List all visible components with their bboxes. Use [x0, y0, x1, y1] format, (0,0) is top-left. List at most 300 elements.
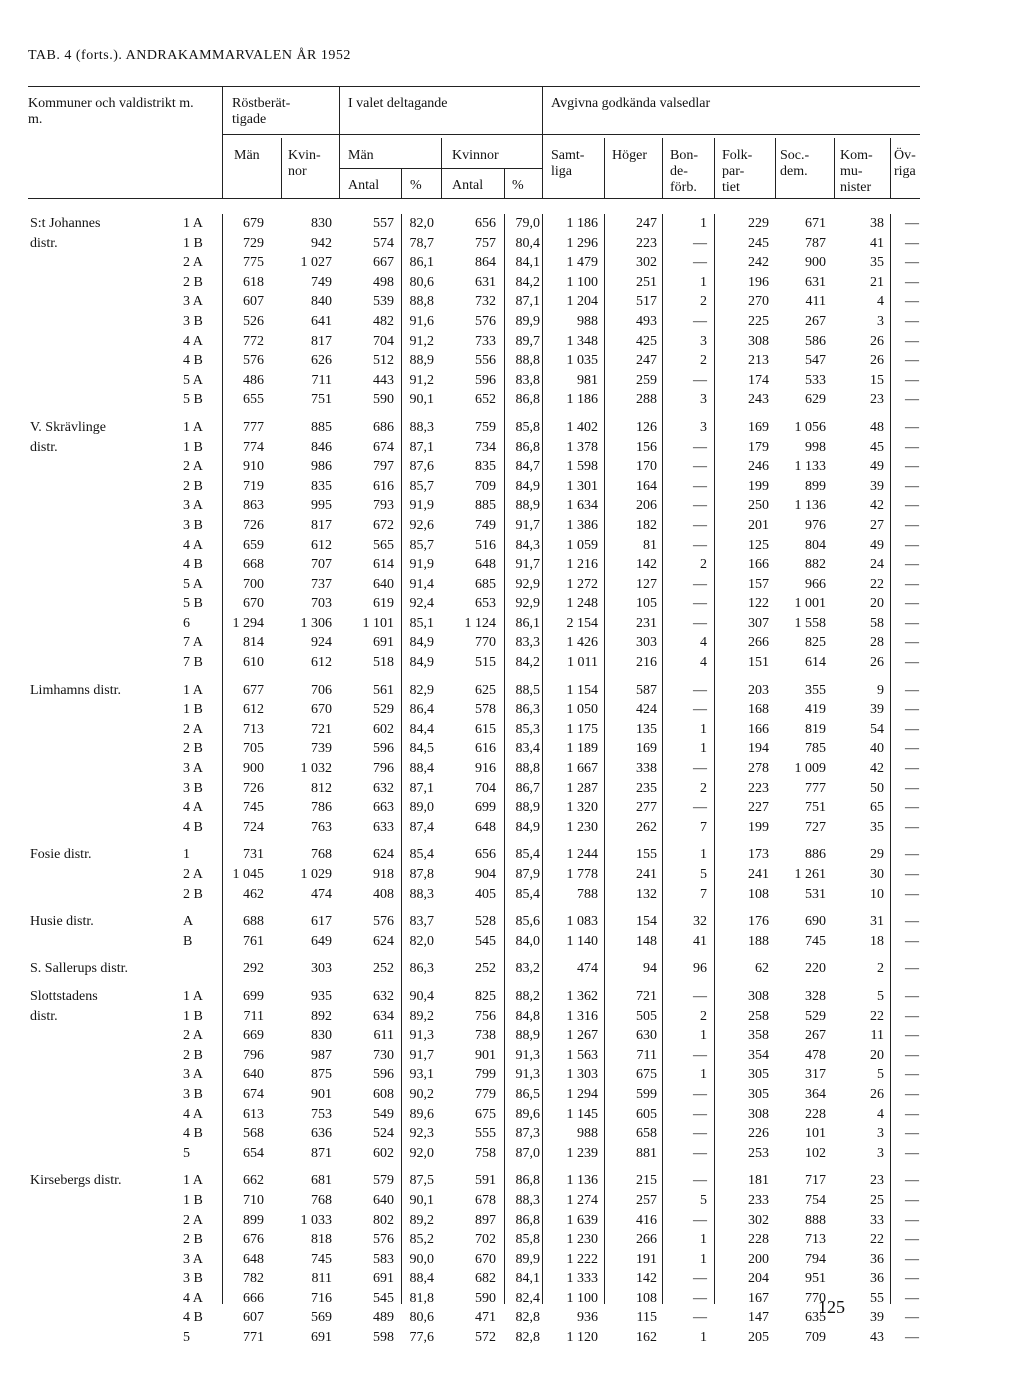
- cell-kvinnor-pct: 82,4: [515, 1290, 540, 1306]
- cell-man-antal: 797: [373, 459, 394, 475]
- cell-man-antal: 252: [373, 961, 394, 977]
- cell-bondeforb: 1: [700, 274, 707, 290]
- cell-man-rostberattigade: 640: [243, 1067, 264, 1083]
- page-number: 125: [818, 1297, 845, 1317]
- cell-kvinnor-pct: 80,4: [515, 235, 540, 251]
- cell-hoger: 288: [636, 392, 657, 408]
- antal-pct-rule-2: [504, 168, 505, 198]
- cell-man-pct: 87,6: [409, 459, 434, 475]
- cell-hoger: 587: [636, 682, 657, 698]
- cell-man-antal: 616: [373, 478, 394, 494]
- cell-kvinnor-pct: 86,8: [515, 439, 540, 455]
- cell-kvinnor-antal: 734: [475, 439, 496, 455]
- cell-sub-district: 3 B: [183, 1086, 203, 1102]
- cell-hoger: 247: [636, 216, 657, 231]
- cell-man-rostberattigade: 607: [243, 294, 264, 310]
- cell-man-pct: 88,8: [409, 294, 434, 310]
- cell-socdem: 228: [805, 1106, 826, 1122]
- cell-man-antal: 590: [373, 392, 394, 408]
- cell-kvinnor-antal: 471: [475, 1310, 496, 1326]
- cell-kvinnor-antal: 758: [475, 1145, 496, 1161]
- cell-samtliga: 1 230: [566, 819, 598, 835]
- cell-socdem: 1 056: [794, 419, 826, 435]
- cell-kvinnor-pct: 86,8: [515, 392, 540, 408]
- cell-kvinnor-antal: 653: [475, 596, 496, 612]
- cell-kommunister: 38: [870, 216, 884, 231]
- cell-kvinnor-pct: 88,9: [515, 800, 540, 816]
- cell-sub-district: 3 A: [183, 1251, 203, 1267]
- cell-bondeforb: 5: [700, 1192, 707, 1208]
- cell-kvinnor-pct: 91,7: [515, 557, 540, 573]
- cell-samtliga: 1 050: [566, 702, 598, 718]
- cell-bondeforb: —: [693, 1047, 707, 1063]
- cell-man-rostberattigade: 724: [243, 819, 264, 835]
- cell-ovriga: —: [905, 313, 919, 329]
- cell-sub-district: 4 B: [183, 1310, 203, 1326]
- cell-man-rostberattigade: 699: [243, 988, 264, 1004]
- cell-kommunister: 27: [870, 517, 884, 533]
- cell-socdem: 754: [805, 1192, 826, 1208]
- cell-man-pct: 87,5: [409, 1173, 434, 1189]
- cell-man-antal: 574: [373, 235, 394, 251]
- cell-sub-district: 1 A: [183, 1173, 203, 1189]
- header-hoger: Höger: [612, 148, 647, 163]
- cell-folkpartiet: 258: [748, 1008, 769, 1024]
- cell-socdem: 1 001: [794, 596, 826, 612]
- table-row: [0, 1250, 1024, 1270]
- cell-socdem: 1 558: [794, 615, 826, 631]
- cell-kvinnor-antal: 405: [475, 886, 496, 902]
- cell-kommunister: 42: [870, 761, 884, 777]
- table-row: [0, 1046, 1024, 1066]
- cell-hoger: 241: [636, 867, 657, 882]
- cell-sub-district: 1 B: [183, 1192, 203, 1208]
- cell-sub-district: 3 A: [183, 761, 203, 777]
- cell-man-antal: 598: [373, 1330, 394, 1346]
- table-row: [0, 516, 1024, 536]
- cell-ovriga: —: [905, 1106, 919, 1122]
- cell-hoger: 105: [636, 596, 657, 612]
- col-rule-5: [542, 86, 543, 198]
- cell-bondeforb: —: [693, 682, 707, 698]
- cell-bondeforb: 2: [700, 1008, 707, 1024]
- cell-man-rostberattigade: 863: [243, 498, 264, 514]
- cell-socdem: 785: [805, 741, 826, 757]
- cell-bondeforb: 96: [693, 961, 707, 977]
- cell-hoger: 425: [636, 333, 657, 349]
- cell-kvinnor-rostberattigade: 749: [311, 274, 332, 290]
- cell-folkpartiet: 205: [748, 1330, 769, 1346]
- cell-folkpartiet: 176: [748, 914, 769, 930]
- cell-kvinnor-rostberattigade: 751: [311, 392, 332, 408]
- cell-man-pct: 91,9: [409, 498, 434, 514]
- cell-ovriga: —: [905, 961, 919, 977]
- cell-man-antal: 549: [373, 1106, 394, 1122]
- cell-kommunister: 58: [870, 615, 884, 631]
- cell-kvinnor-pct: 88,5: [515, 682, 540, 698]
- cell-man-antal: 634: [373, 1008, 394, 1024]
- cell-man-pct: 84,9: [409, 655, 434, 671]
- cell-hoger: 262: [636, 819, 657, 835]
- cell-man-pct: 80,6: [409, 1310, 434, 1326]
- cell-socdem: 787: [805, 235, 826, 251]
- cell-man-pct: 82,0: [409, 216, 434, 231]
- cell-kvinnor-antal: 578: [475, 702, 496, 718]
- cell-district: S:t Johannes: [30, 216, 101, 231]
- cell-kvinnor-rostberattigade: 636: [311, 1126, 332, 1142]
- cell-kvinnor-pct: 89,9: [515, 313, 540, 329]
- cell-folkpartiet: 181: [748, 1173, 769, 1189]
- cell-man-pct: 91,3: [409, 1028, 434, 1044]
- cell-kvinnor-antal: 590: [475, 1290, 496, 1306]
- cell-man-rostberattigade: 1 294: [232, 615, 264, 631]
- cell-folkpartiet: 166: [748, 557, 769, 573]
- table-row: [0, 885, 1024, 905]
- cell-sub-district: 7 A: [183, 635, 203, 651]
- cell-sub-district: 2 B: [183, 478, 203, 494]
- cell-ovriga: —: [905, 1126, 919, 1142]
- cell-man-pct: 87,8: [409, 867, 434, 882]
- header-man: Män: [234, 148, 260, 163]
- cell-kvinnor-antal: 678: [475, 1192, 496, 1208]
- table-row: [0, 1085, 1024, 1105]
- cell-kvinnor-pct: 83,4: [515, 741, 540, 757]
- cell-kvinnor-antal: 515: [475, 655, 496, 671]
- cell-man-antal: 691: [373, 635, 394, 651]
- cell-man-pct: 90,1: [409, 392, 434, 408]
- cell-bondeforb: —: [693, 988, 707, 1004]
- cell-kvinnor-antal: 615: [475, 721, 496, 737]
- cell-kommunister: 3: [877, 1145, 884, 1161]
- cell-man-antal: 443: [373, 372, 394, 388]
- cell-samtliga: 788: [577, 886, 598, 902]
- cell-kvinnor-rostberattigade: 986: [311, 459, 332, 475]
- cell-man-pct: 89,0: [409, 800, 434, 816]
- cell-hoger: 94: [643, 961, 657, 977]
- cell-folkpartiet: 108: [748, 886, 769, 902]
- table-row: [0, 818, 1024, 838]
- cell-kommunister: 39: [870, 478, 884, 494]
- cell-kommunister: 4: [877, 1106, 884, 1122]
- cell-man-antal: 565: [373, 537, 394, 553]
- cell-ovriga: —: [905, 459, 919, 475]
- cell-ovriga: —: [905, 537, 919, 553]
- cell-ovriga: —: [905, 682, 919, 698]
- cell-man-antal: 524: [373, 1126, 394, 1142]
- header-kvinnor: Kvin-nor: [288, 148, 321, 179]
- cell-folkpartiet: 229: [748, 216, 769, 231]
- cell-man-rostberattigade: 700: [243, 576, 264, 592]
- cell-samtliga: 1 639: [566, 1212, 598, 1228]
- cell-sub-district: 4 A: [183, 800, 203, 816]
- cell-kvinnor-rostberattigade: 703: [311, 596, 332, 612]
- table-row: [0, 234, 1024, 254]
- cell-folkpartiet: 213: [748, 353, 769, 369]
- cell-ovriga: —: [905, 635, 919, 651]
- cell-ovriga: —: [905, 235, 919, 251]
- cell-kvinnor-antal: 864: [475, 255, 496, 271]
- cell-kvinnor-rostberattigade: 303: [311, 961, 332, 977]
- cell-man-antal: 632: [373, 780, 394, 796]
- cell-ovriga: —: [905, 761, 919, 777]
- cell-kvinnor-antal: 556: [475, 353, 496, 369]
- cell-man-antal: 545: [373, 1290, 394, 1306]
- cell-folkpartiet: 166: [748, 721, 769, 737]
- table-row: [0, 214, 1024, 234]
- cell-kommunister: 50: [870, 780, 884, 796]
- cell-hoger: 266: [636, 1232, 657, 1248]
- cell-kvinnor-pct: 87,0: [515, 1145, 540, 1161]
- group-gap: [0, 979, 1024, 987]
- cell-kvinnor-pct: 88,8: [515, 353, 540, 369]
- header-kommuner: Kommuner och valdistrikt m. m.: [28, 96, 194, 127]
- cell-kommunister: 23: [870, 392, 884, 408]
- cell-samtliga: 1 248: [566, 596, 598, 612]
- cell-hoger: 162: [636, 1330, 657, 1346]
- header-rostberattigade: Röstberät-tigade: [232, 96, 291, 127]
- cell-hoger: 154: [636, 914, 657, 930]
- cell-bondeforb: —: [693, 313, 707, 329]
- cell-kommunister: 33: [870, 1212, 884, 1228]
- cell-kommunister: 11: [870, 1028, 884, 1044]
- cell-ovriga: —: [905, 353, 919, 369]
- cell-kvinnor-rostberattigade: 670: [311, 702, 332, 718]
- cell-hoger: 155: [636, 847, 657, 863]
- cell-folkpartiet: 167: [748, 1290, 769, 1306]
- cell-samtliga: 1 303: [566, 1067, 598, 1083]
- table-row: [0, 1211, 1024, 1231]
- cell-kommunister: 28: [870, 635, 884, 651]
- cell-man-rostberattigade: 655: [243, 392, 264, 408]
- cell-man-rostberattigade: 568: [243, 1126, 264, 1142]
- cell-sub-district: 1: [183, 847, 190, 863]
- cell-socdem: 317: [805, 1067, 826, 1083]
- cell-man-pct: 86,3: [409, 961, 434, 977]
- cell-samtliga: 1 204: [566, 294, 598, 310]
- cell-bondeforb: —: [693, 1310, 707, 1326]
- cell-sub-district: 7 B: [183, 655, 203, 671]
- cell-ovriga: —: [905, 1212, 919, 1228]
- header-pct2: %: [512, 178, 524, 193]
- cell-kvinnor-antal: 709: [475, 478, 496, 494]
- cell-bondeforb: —: [693, 615, 707, 631]
- cell-man-antal: 918: [373, 867, 394, 882]
- cell-man-antal: 576: [373, 914, 394, 930]
- cell-ovriga: —: [905, 1232, 919, 1248]
- col-rule-9: [775, 138, 776, 198]
- cell-socdem: 825: [805, 635, 826, 651]
- cell-folkpartiet: 243: [748, 392, 769, 408]
- cell-folkpartiet: 246: [748, 459, 769, 475]
- table-row: [0, 371, 1024, 391]
- cell-kvinnor-antal: 591: [475, 1173, 496, 1189]
- cell-kvinnor-pct: 82,8: [515, 1310, 540, 1326]
- cell-bondeforb: 1: [700, 1028, 707, 1044]
- cell-socdem: 355: [805, 682, 826, 698]
- cell-ovriga: —: [905, 819, 919, 835]
- cell-kvinnor-antal: 757: [475, 235, 496, 251]
- cell-samtliga: 474: [577, 961, 598, 977]
- cell-hoger: 517: [636, 294, 657, 310]
- cell-bondeforb: —: [693, 1173, 707, 1189]
- cell-kommunister: 49: [870, 537, 884, 553]
- cell-folkpartiet: 358: [748, 1028, 769, 1044]
- cell-bondeforb: —: [693, 1145, 707, 1161]
- cell-kvinnor-pct: 91,3: [515, 1067, 540, 1083]
- cell-sub-district: 2 B: [183, 886, 203, 902]
- cell-kvinnor-rostberattigade: 846: [311, 439, 332, 455]
- cell-man-antal: 576: [373, 1232, 394, 1248]
- cell-folkpartiet: 199: [748, 478, 769, 494]
- cell-socdem: 900: [805, 255, 826, 271]
- cell-man-pct: 90,0: [409, 1251, 434, 1267]
- cell-man-pct: 88,3: [409, 419, 434, 435]
- cell-man-pct: 82,0: [409, 933, 434, 949]
- cell-man-pct: 91,2: [409, 333, 434, 349]
- cell-kvinnor-rostberattigade: 763: [311, 819, 332, 835]
- cell-kvinnor-rostberattigade: 739: [311, 741, 332, 757]
- cell-kvinnor-antal: 799: [475, 1067, 496, 1083]
- cell-man-antal: 596: [373, 741, 394, 757]
- cell-man-rostberattigade: 719: [243, 478, 264, 494]
- cell-kvinnor-pct: 84,2: [515, 655, 540, 671]
- cell-kvinnor-pct: 88,8: [515, 761, 540, 777]
- cell-kvinnor-antal: 897: [475, 1212, 496, 1228]
- cell-man-pct: 80,6: [409, 274, 434, 290]
- cell-man-antal: 691: [373, 1271, 394, 1287]
- cell-man-rostberattigade: 910: [243, 459, 264, 475]
- cell-kvinnor-pct: 84,8: [515, 1008, 540, 1024]
- cell-kommunister: 25: [870, 1192, 884, 1208]
- cell-kvinnor-rostberattigade: 840: [311, 294, 332, 310]
- cell-man-pct: 84,5: [409, 741, 434, 757]
- cell-hoger: 599: [636, 1086, 657, 1102]
- cell-man-antal: 512: [373, 353, 394, 369]
- cell-man-rostberattigade: 292: [243, 961, 264, 977]
- table-row: [0, 477, 1024, 497]
- cell-kvinnor-pct: 86,5: [515, 1086, 540, 1102]
- cell-socdem: 529: [805, 1008, 826, 1024]
- cell-kommunister: 35: [870, 819, 884, 835]
- cell-bondeforb: —: [693, 1271, 707, 1287]
- cell-ovriga: —: [905, 914, 919, 930]
- cell-kvinnor-antal: 616: [475, 741, 496, 757]
- header-bottom-rule: [28, 198, 920, 199]
- cell-man-pct: 88,9: [409, 353, 434, 369]
- cell-sub-district: 4 B: [183, 557, 203, 573]
- cell-bondeforb: 4: [700, 655, 707, 671]
- cell-kvinnor-rostberattigade: 935: [311, 988, 332, 1004]
- cell-kvinnor-rostberattigade: 569: [311, 1310, 332, 1326]
- cell-bondeforb: —: [693, 478, 707, 494]
- cell-bondeforb: 5: [700, 867, 707, 882]
- cell-hoger: 605: [636, 1106, 657, 1122]
- cell-folkpartiet: 302: [748, 1212, 769, 1228]
- cell-kvinnor-antal: 516: [475, 537, 496, 553]
- cell-kommunister: 20: [870, 1047, 884, 1063]
- cell-folkpartiet: 266: [748, 635, 769, 651]
- cell-samtliga: 1 145: [566, 1106, 598, 1122]
- cell-kvinnor-rostberattigade: 1 033: [300, 1212, 332, 1228]
- cell-man-rostberattigade: 726: [243, 517, 264, 533]
- cell-kvinnor-rostberattigade: 835: [311, 478, 332, 494]
- cell-man-rostberattigade: 669: [243, 1028, 264, 1044]
- cell-sub-district: 5 B: [183, 596, 203, 612]
- cell-kvinnor-rostberattigade: 812: [311, 780, 332, 796]
- cell-man-antal: 1 101: [362, 615, 394, 631]
- cell-kvinnor-rostberattigade: 1 029: [300, 867, 332, 882]
- cell-kvinnor-pct: 85,4: [515, 886, 540, 902]
- cell-kvinnor-antal: 685: [475, 576, 496, 592]
- table-row: [0, 845, 1024, 865]
- cell-folkpartiet: 225: [748, 313, 769, 329]
- cell-ovriga: —: [905, 1192, 919, 1208]
- cell-district: Fosie distr.: [30, 847, 92, 863]
- cell-man-rostberattigade: 710: [243, 1192, 264, 1208]
- cell-district: Kirsebergs distr.: [30, 1173, 122, 1189]
- table-row: [0, 273, 1024, 293]
- cell-man-rostberattigade: 674: [243, 1086, 264, 1102]
- cell-folkpartiet: 122: [748, 596, 769, 612]
- cell-ovriga: —: [905, 800, 919, 816]
- cell-samtliga: 1 120: [566, 1330, 598, 1346]
- cell-samtliga: 1 216: [566, 557, 598, 573]
- cell-man-pct: 92,4: [409, 596, 434, 612]
- cell-kommunister: 26: [870, 333, 884, 349]
- cell-sub-district: 2 A: [183, 255, 203, 271]
- cell-ovriga: —: [905, 1086, 919, 1102]
- cell-kvinnor-pct: 86,7: [515, 780, 540, 796]
- cell-kommunister: 15: [870, 372, 884, 388]
- table-row: [0, 865, 1024, 885]
- cell-socdem: 102: [805, 1145, 826, 1161]
- cell-district: Limhamns distr.: [30, 682, 121, 698]
- cell-bondeforb: —: [693, 1290, 707, 1306]
- cell-socdem: 635: [805, 1310, 826, 1326]
- cell-man-antal: 518: [373, 655, 394, 671]
- cell-kommunister: 41: [870, 235, 884, 251]
- page-title: TAB. 4 (forts.). ANDRAKAMMARVALEN ÅR 1952: [28, 48, 351, 63]
- cell-man-pct: 91,4: [409, 576, 434, 592]
- cell-hoger: 493: [636, 313, 657, 329]
- cell-hoger: 182: [636, 517, 657, 533]
- cell-socdem: 888: [805, 1212, 826, 1228]
- cell-folkpartiet: 179: [748, 439, 769, 455]
- cell-socdem: 717: [805, 1173, 826, 1189]
- cell-man-pct: 84,4: [409, 721, 434, 737]
- cell-kvinnor-rostberattigade: 737: [311, 576, 332, 592]
- cell-samtliga: 1 222: [566, 1251, 598, 1267]
- cell-bondeforb: 2: [700, 294, 707, 310]
- cell-kvinnor-rostberattigade: 987: [311, 1047, 332, 1063]
- header-kommunister: Kom-mu-nister: [840, 148, 873, 195]
- cell-man-pct: 90,4: [409, 988, 434, 1004]
- cell-folkpartiet: 173: [748, 847, 769, 863]
- cell-bondeforb: —: [693, 761, 707, 777]
- cell-man-pct: 87,4: [409, 819, 434, 835]
- cell-ovriga: —: [905, 1173, 919, 1189]
- table-row: [0, 1289, 1024, 1309]
- cell-hoger: 259: [636, 372, 657, 388]
- cell-ovriga: —: [905, 372, 919, 388]
- cell-man-antal: 686: [373, 419, 394, 435]
- cell-man-pct: 83,7: [409, 914, 434, 930]
- table-row: [0, 253, 1024, 273]
- cell-samtliga: 1 333: [566, 1271, 598, 1287]
- cell-kvinnor-pct: 88,2: [515, 988, 540, 1004]
- cell-folkpartiet: 228: [748, 1232, 769, 1248]
- cell-kvinnor-antal: 749: [475, 517, 496, 533]
